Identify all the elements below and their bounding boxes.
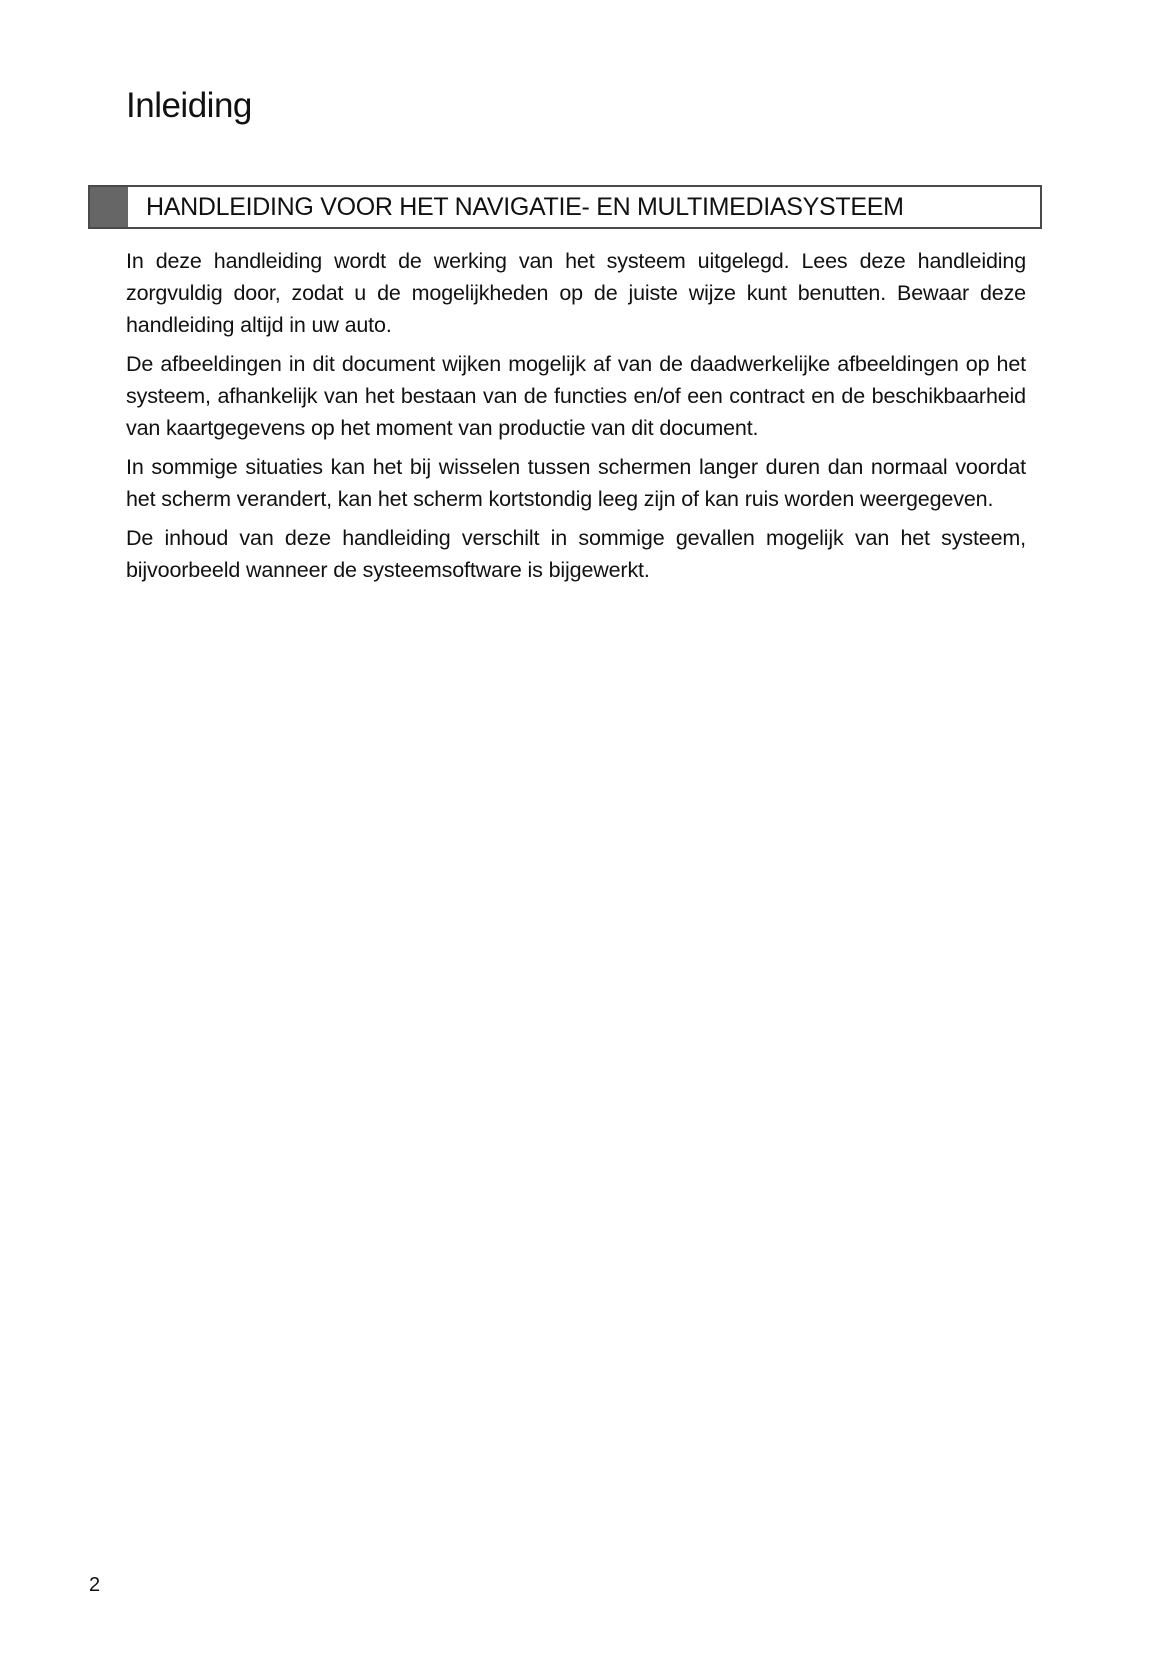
page-title: Inleiding [126,86,252,125]
paragraph-images: De afbeeldingen in dit document wijken mogelijk af van de daadwerkelijke afbeeldingen op het systeem, afhankelijk van het bestaan van de functies en/of een contract en de beschikbaarheid van kaartgegevens op het moment van productie van dit document. [126,352,1026,440]
page-number: 2 [89,1574,101,1596]
paragraph-content: De inhoud van deze handleiding verschilt in sommige gevallen mogelijk van het systeem, bijvoorbeeld wanneer de systeemsoftware is bijgewerkt. [126,526,1026,582]
body-text [126,245,1026,593]
section-title: HANDLEIDING VOOR HET NAVIGATIE- EN MULTIMEDIASYSTEEM [146,193,904,221]
paragraph-intro: In deze handleiding wordt de werking van het systeem uitgelegd. Lees deze handleiding zorgvuldig door, zodat u de mogelijkheden op de juiste wijze kunt benutten. Bewaar deze handleiding altijd in uw auto. [126,249,1026,337]
section-header [88,185,1042,229]
section-marker [90,187,128,227]
paragraph-screens: In sommige situaties kan het bij wisselen tussen schermen langer duren dan normaal voordat het scherm verandert, kan het scherm kortstondig leeg zijn of kan ruis worden weergegeven. [126,455,1026,511]
